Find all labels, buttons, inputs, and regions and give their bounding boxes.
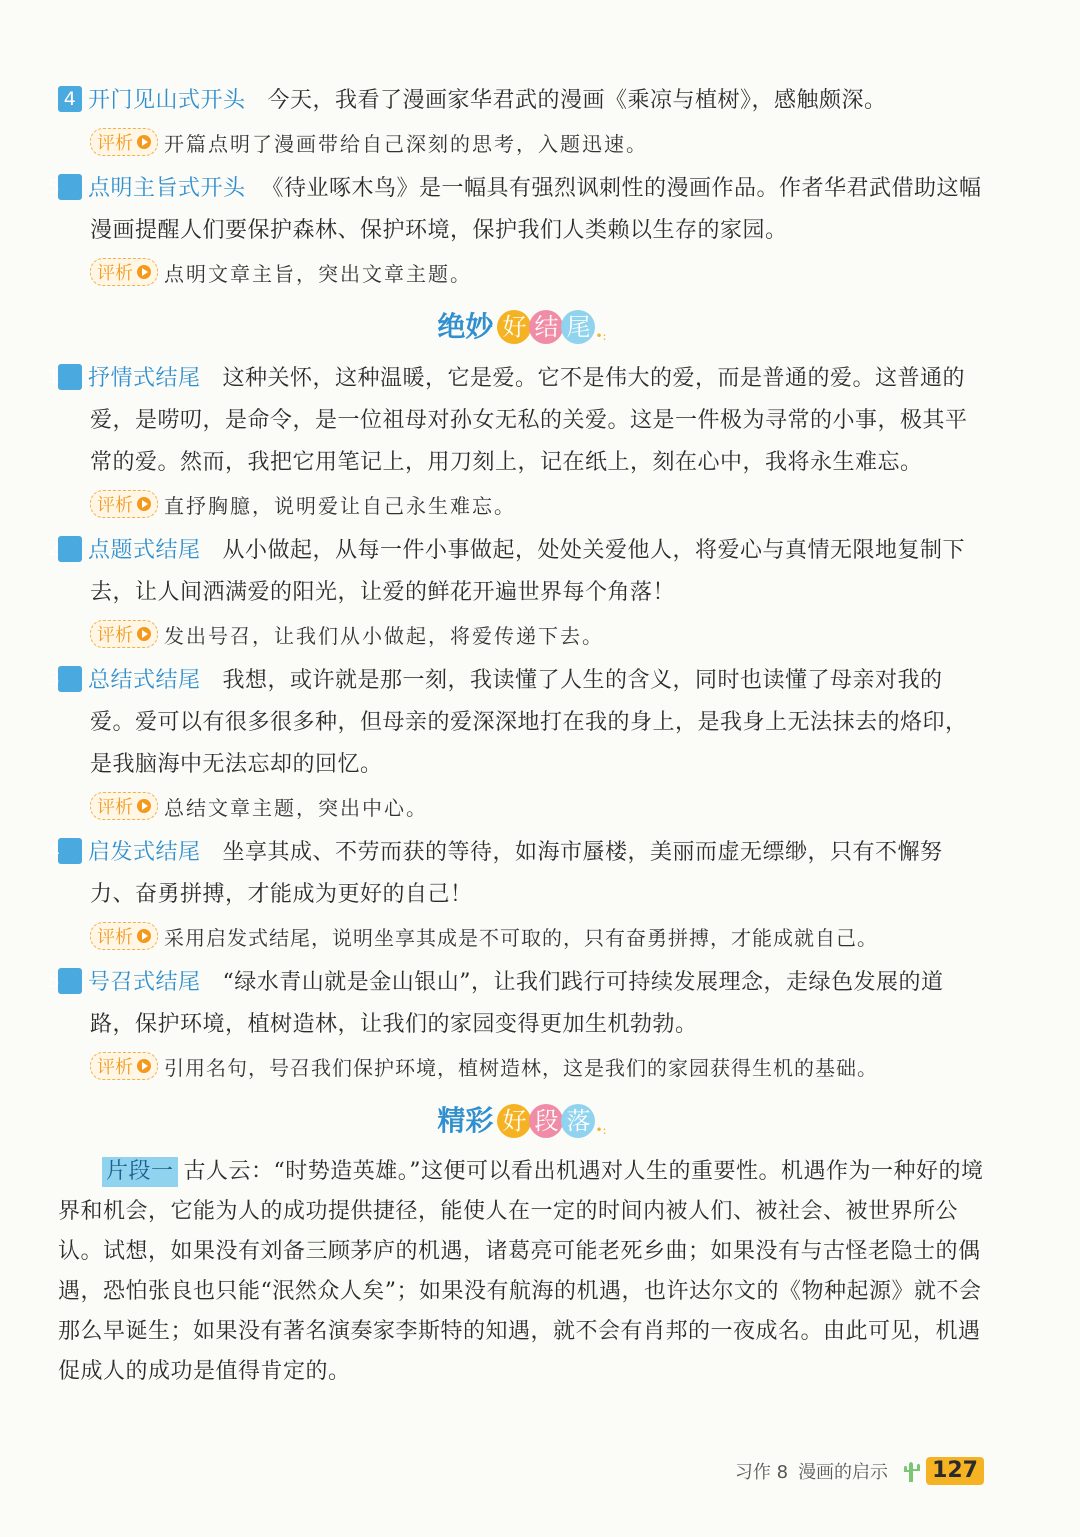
comment-tag: 评析 <box>90 258 158 286</box>
entry-heading: 开门见山式开头 <box>88 88 246 113</box>
comment-text: 引用名句，号召我们保护环境，植树造林，这是我们的家园获得生机的基础。 <box>164 1055 878 1080</box>
comment-text: 开篇点明了漫画带给自己深刻的思考，入题迅速。 <box>164 131 648 156</box>
ending-entry-3 <box>47 660 986 826</box>
entry-heading: 抒情式结尾 <box>88 366 201 391</box>
comment-row <box>58 252 986 292</box>
fragment-paragraph <box>58 1152 986 1392</box>
entry-text: 坐享其成、不劳而获的等待，如海市蜃楼，美丽而虚无缥缈，只有不懈努力、奋勇拼搏，才能成为更好的自己！ <box>90 840 943 907</box>
ending-entry-4 <box>47 832 986 956</box>
play-arrow-icon <box>137 135 151 149</box>
comment-tag: 评析 <box>90 792 158 820</box>
play-arrow-icon <box>137 265 151 279</box>
item-number-badge: 2 <box>58 536 82 562</box>
entry-text: 这种关怀，这种温暖，它是爱。它不是伟大的爱，而是普通的爱。这普通的爱，是唠叨，是命令，是一位祖母对孙女无私的关爱。这是一件极为寻常的小事，极其平常的爱。然而，我把它用笔记上，用刀刻上，记在纸上，刻在心中，我将永生难忘。 <box>90 366 968 475</box>
ending-entry-2 <box>47 530 986 654</box>
ending-entry-1 <box>47 358 986 524</box>
fragment-label: 片段一 <box>102 1157 178 1187</box>
comment-text: 直抒胸臆，说明爱让自己永生难忘。 <box>164 493 516 518</box>
item-number-badge: 4 <box>58 86 82 112</box>
fragment-text: 古人云：“时势造英雄。”这便可以看出机遇对人生的重要性。机遇作为一种好的境界和机会，它能为人的成功提供捷径，能使人在一定的时间内被人们、被社会、被世界所公认。试想，如果没有刘备三顾茅庐的机遇，诸葛亮可能老死乡曲；如果没有与古怪老隐士的偶遇，恐怕张良也只能“泯然众人矣”；如果没有航海的机遇，也许达尔文的《物种起源》就不会那么早诞生；如果没有著名演奏家李斯特的知遇，就不会有肖邦的一夜成名。由此可见，机遇促成人的成功是值得肯定的。 <box>58 1159 984 1384</box>
comment-row <box>58 786 986 826</box>
item-number-badge: 5 <box>58 174 82 200</box>
cactus-icon <box>898 1458 924 1484</box>
entry-heading: 点明主旨式开头 <box>88 176 246 201</box>
comment-tag: 评析 <box>90 490 158 518</box>
entry-text: “绿水青山就是金山银山”，让我们践行可持续发展理念，走绿色发展的道路，保护环境，植树造林，让我们的家园变得更加生机勃勃。 <box>90 970 944 1037</box>
comment-row <box>58 916 986 956</box>
item-number-badge: 4 <box>58 838 82 864</box>
ending-entry-5 <box>47 962 986 1086</box>
sparkle-dots-icon: •: <box>595 1123 607 1137</box>
entry-text: 《待业啄木鸟》是一幅具有强烈讽刺性的漫画作品。作者华君武借助这幅漫画提醒人们要保护森林、保护环境，保护我们人类赖以生存的家园。 <box>90 176 982 243</box>
footer-topic: 漫画的启示 <box>798 1462 889 1483</box>
opening-entry-4 <box>58 80 986 162</box>
page-footer <box>735 1457 984 1485</box>
comment-tag: 评析 <box>90 922 158 950</box>
entry-text: 今天，我看了漫画家华君武的漫画《乘凉与植树》，感触颇深。 <box>267 88 887 113</box>
entry-heading: 总结式结尾 <box>88 668 201 693</box>
entry-text: 我想，或许就是那一刻，我读懂了人生的含义，同时也读懂了母亲对我的爱。爱可以有很多很多种，但母亲的爱深深地打在我的身上，是我身上无法抹去的烙印，是我脑海中无法忘却的回忆。 <box>90 668 968 777</box>
play-arrow-icon <box>137 627 151 641</box>
item-number-badge: 5 <box>58 968 82 994</box>
comment-row <box>58 484 986 524</box>
comment-row <box>58 614 986 654</box>
section-title-paragraphs: 精彩 好 段 落 •: <box>58 1092 986 1148</box>
entry-heading: 号召式结尾 <box>88 970 201 995</box>
comment-text: 点明文章主旨，突出文章主题。 <box>164 261 472 286</box>
comment-text: 发出号召，让我们从小做起，将爱传递下去。 <box>164 623 604 648</box>
section-title-endings: 绝妙 好 结 尾 •: <box>58 298 986 354</box>
item-number-badge: 1 <box>58 364 82 390</box>
opening-entry-5 <box>47 168 986 292</box>
comment-tag: 评析 <box>90 620 158 648</box>
play-arrow-icon <box>137 929 151 943</box>
play-arrow-icon <box>137 799 151 813</box>
comment-row <box>58 122 986 162</box>
comment-text: 采用启发式结尾，说明坐享其成是不可取的，只有奋勇拼搏，才能成就自己。 <box>164 925 878 950</box>
entry-heading: 点题式结尾 <box>88 538 201 563</box>
page-number: 127 <box>926 1457 984 1485</box>
play-arrow-icon <box>137 1059 151 1073</box>
play-arrow-icon <box>137 497 151 511</box>
page-content <box>47 80 986 1392</box>
item-number-badge: 3 <box>58 666 82 692</box>
comment-tag: 评析 <box>90 128 158 156</box>
entry-text: 从小做起，从每一件小事做起，处处关爱他人，将爱心与真情无限地复制下去，让人间洒满爱的阳光，让爱的鲜花开遍世界每个角落！ <box>90 538 966 605</box>
sparkle-dots-icon: •: <box>595 329 607 343</box>
comment-text: 总结文章主题，突出中心。 <box>164 795 428 820</box>
entry-heading: 启发式结尾 <box>88 840 201 865</box>
footer-unit: 习作 8 <box>734 1462 789 1483</box>
comment-tag: 评析 <box>90 1052 158 1080</box>
comment-row <box>58 1046 986 1086</box>
